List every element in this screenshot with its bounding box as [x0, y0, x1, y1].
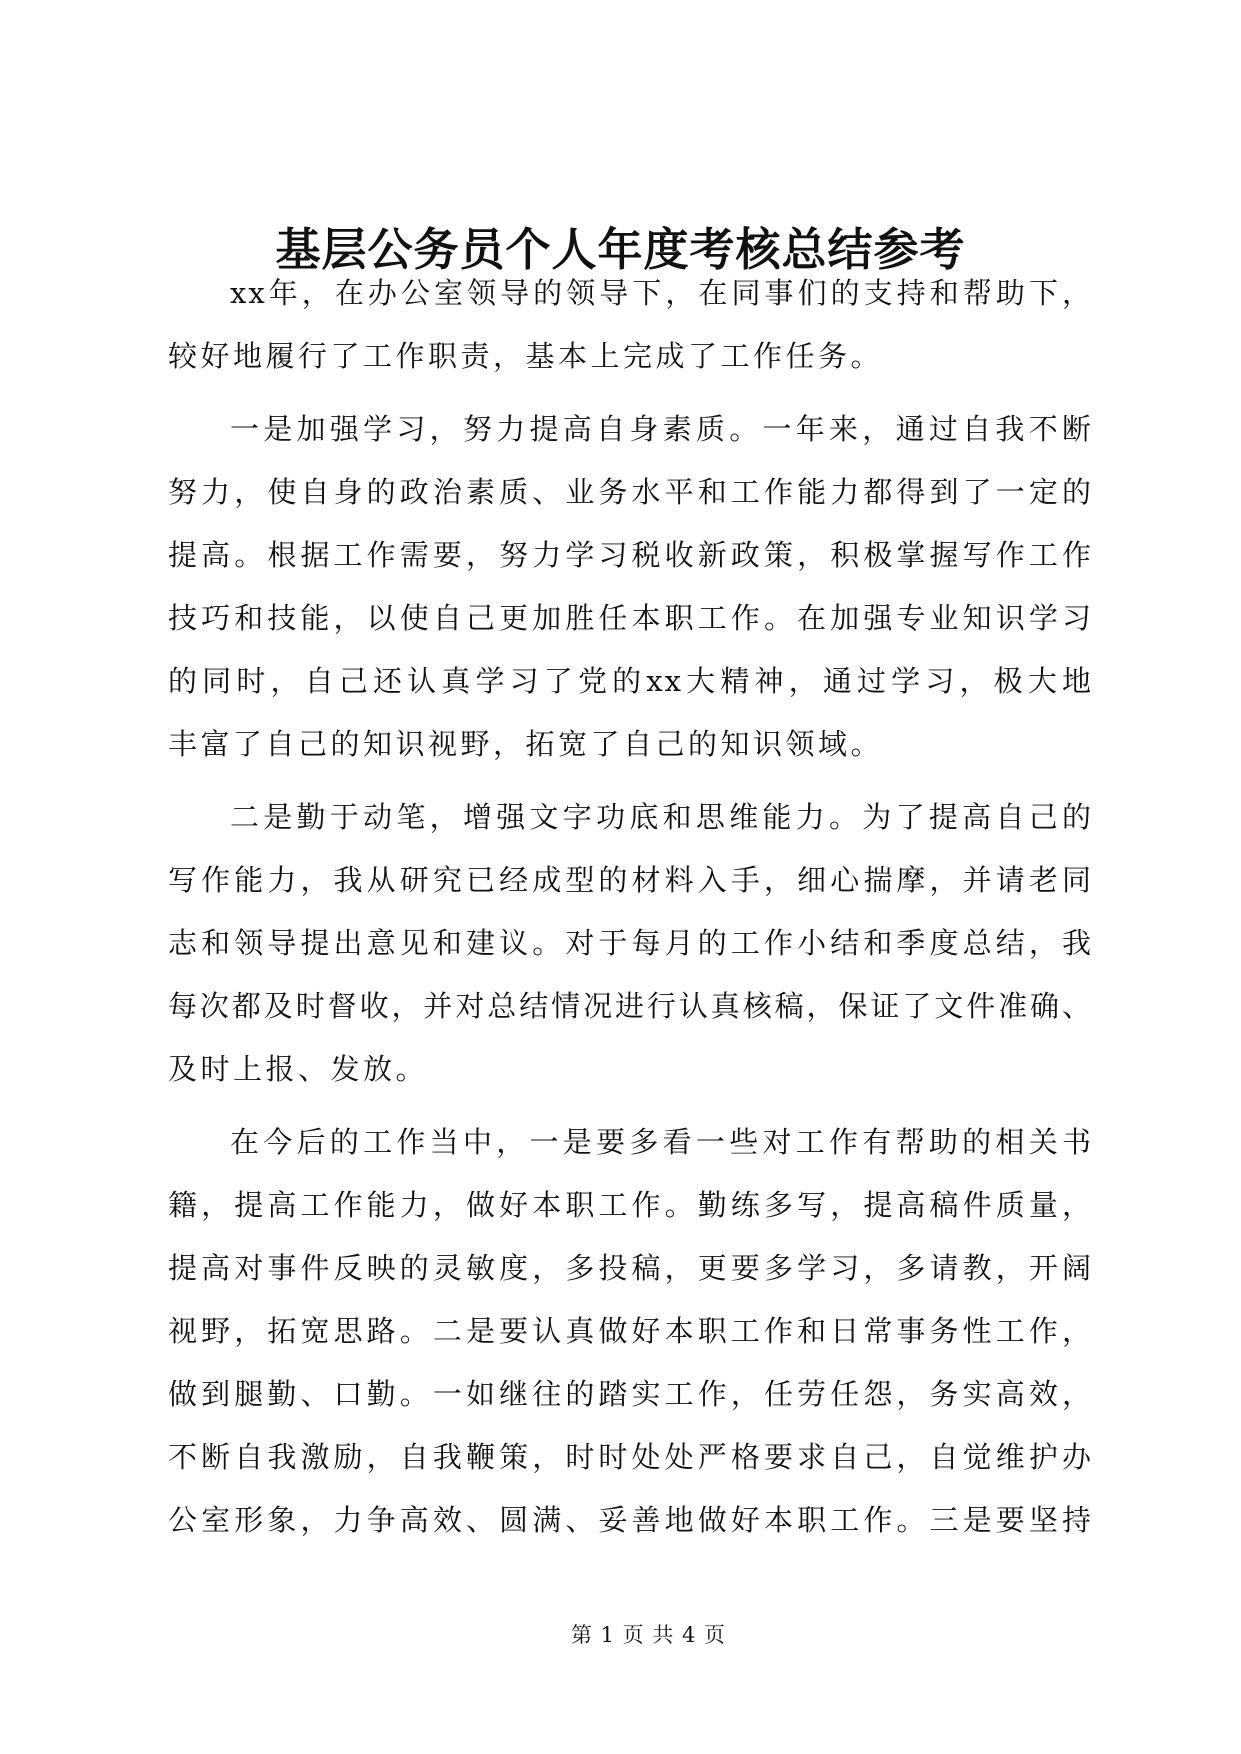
paragraph-3 — [168, 786, 1093, 1101]
text-line: 及时上报、发放。 — [168, 1052, 429, 1086]
text-line: 较好地履行了工作职责，基本上完成了工作任务。 — [168, 339, 884, 373]
text-line: 做到腿勤、口勤。一如继往的踏实工作，任劳任怨，务实高效， — [168, 1377, 1093, 1411]
text-line: 提高对事件反映的灵敏度，多投稿，更要多学习，多请教，开阔 — [168, 1251, 1093, 1285]
text-line: 不断自我激励，自我鞭策，时时处处严格要求自己，自觉维护办 — [168, 1440, 1093, 1474]
text-line: 努力，使自身的政治素质、业务水平和工作能力都得到了一定的 — [168, 475, 1093, 509]
text-line: 视野，拓宽思路。二是要认真做好本职工作和日常事务性工作， — [168, 1314, 1093, 1348]
text-line: 公室形象，力争高效、圆满、妥善地做好本职工作。三是要坚持 — [168, 1503, 1093, 1537]
text-line: 籍，提高工作能力，做好本职工作。勤练多写，提高稿件质量， — [168, 1188, 1093, 1222]
text-line: 二是勤于动笔，增强文字功底和思维能力。为了提高自己的 — [230, 800, 1093, 834]
text-line: 写作能力，我从研究已经成型的材料入手，细心揣摩，并请老同 — [168, 863, 1093, 897]
text-line: xx年，在办公室领导的领导下，在同事们的支持和帮助下， — [230, 276, 1093, 310]
text-line: 一是加强学习，努力提高自身素质。一年来，通过自我不断 — [230, 412, 1093, 446]
document-body — [168, 262, 1093, 1562]
text-line: 志和领导提出意见和建议。对于每月的工作小结和季度总结，我 — [168, 926, 1093, 960]
page-number: 第 1 页 共 4 页 — [570, 1623, 727, 1647]
text-line: 提高。根据工作需要，努力学习税收新政策，积极掌握写作工作 — [168, 538, 1093, 572]
document-title: 基层公务员个人年度考核总结参考 — [275, 223, 966, 276]
text-line: 丰富了自己的知识视野，拓宽了自己的知识领域。 — [168, 727, 884, 761]
text-line: 的同时，自己还认真学习了党的xx大精神，通过学习，极大地 — [168, 664, 1093, 698]
text-line: 每次都及时督收，并对总结情况进行认真核稿，保证了文件准确、 — [168, 989, 1093, 1023]
paragraph-2 — [168, 398, 1093, 776]
text-line: 技巧和技能，以使自己更加胜任本职工作。在加强专业知识学习 — [168, 601, 1093, 635]
text-line: 在今后的工作当中，一是要多看一些对工作有帮助的相关书 — [230, 1125, 1093, 1159]
paragraph-1 — [168, 262, 1093, 388]
paragraph-4 — [168, 1111, 1093, 1552]
